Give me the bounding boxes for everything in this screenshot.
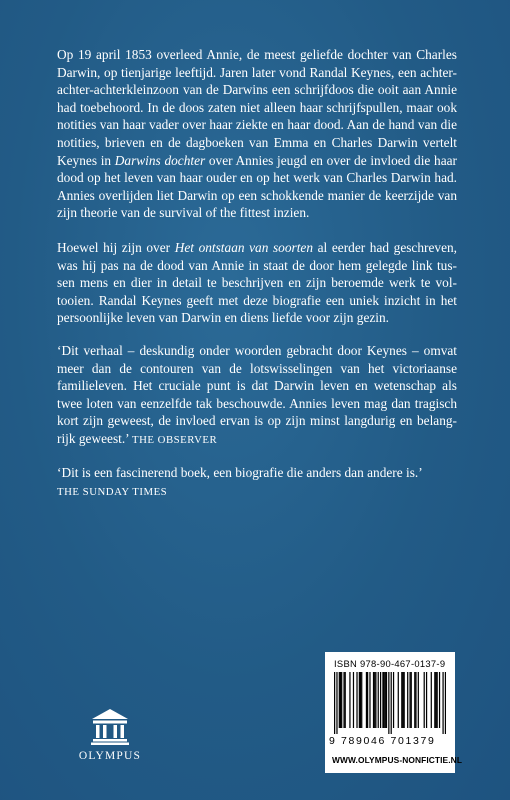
barcode-bar <box>388 672 389 734</box>
barcode-bar <box>366 672 367 728</box>
barcode-bar <box>339 672 340 728</box>
barcode-panel <box>325 652 463 773</box>
barcode-bar <box>345 672 346 728</box>
barcode-bar <box>384 672 385 728</box>
barcode-bar <box>360 672 361 728</box>
barcode-bar <box>341 672 342 728</box>
barcode-bar <box>415 672 416 728</box>
isbn-label: ISBN 978-90-467-0137-9 <box>334 658 446 669</box>
barcode-bar <box>386 672 387 728</box>
barcode-bar <box>391 672 392 734</box>
barcode-bar <box>424 672 425 728</box>
publisher-name: OLYMPUS <box>78 750 142 762</box>
barcode-bar <box>385 672 386 728</box>
blurb-paragraph-2 <box>57 239 457 327</box>
barcode-bar <box>353 672 354 728</box>
temple-icon <box>90 708 130 746</box>
barcode-bar <box>434 672 435 728</box>
barcode-bar <box>382 672 383 728</box>
barcode-icon <box>334 672 446 734</box>
barcode-bar <box>380 672 381 728</box>
blurb-text: over Annies jeugd en over de invloed die haar dood op het leven van haar ouder en op het werk van Charles Darwin had. Annies overlijden liet Darwin op een schokkende manier de keerzijde van zijn theorie van de survival of the fittest inzien. <box>57 152 457 221</box>
barcode-bar <box>343 672 344 728</box>
barcode-bar <box>375 672 376 728</box>
book-title-italic: Darwins dochter <box>114 152 206 168</box>
barcode-bar <box>404 672 405 728</box>
barcode-bar <box>361 672 362 728</box>
barcode-bar <box>435 672 436 728</box>
publisher-website: WWW.OLYMPUS-NONFICTIE.NL <box>332 755 463 765</box>
blurb-text: Hoewel hij zijn over <box>57 240 175 255</box>
barcode-bar <box>409 672 410 728</box>
review-quote-1 <box>57 342 457 450</box>
barcode-bar <box>426 672 427 728</box>
ean-digits: 9 789046 701379 <box>329 735 436 747</box>
barcode-bar <box>356 672 357 728</box>
barcode-bar <box>367 672 368 728</box>
barcode-bar <box>349 672 350 728</box>
barcode-bar <box>336 672 337 734</box>
book-title-italic: Het ontstaan van soorten <box>174 240 314 255</box>
barcode-bar <box>437 672 438 728</box>
barcode-bar <box>359 672 360 728</box>
quote-text: ‘Dit verhaal – deskundig onder woorden gebracht door Keynes – omvat meer dan de contouren van de lotswisselingen van het victoriaanse familieleven. Het cruciale punt is dat Darwin leven en wetenschap als twee loten van eenzelfde tak beschouwde. Annies leven mag dan tragisch kort zijn geweest, de invloed ervan is op zijn minst langdurig en belang-rijk geweest.’ <box>57 343 457 446</box>
publisher-logo <box>70 708 150 762</box>
barcode-bar <box>393 672 394 728</box>
barcode-bar <box>374 672 375 728</box>
barcode-bar <box>418 672 419 728</box>
quote-source: THE OBSERVER <box>131 433 218 446</box>
review-quote-2 <box>57 464 457 501</box>
blurb-paragraph-1 <box>57 46 457 222</box>
barcode-bar <box>439 672 440 728</box>
barcode-bar <box>334 672 335 734</box>
barcode-bar <box>369 672 370 728</box>
barcode-bar <box>445 672 446 734</box>
quote-source: THE SUNDAY TIMES <box>57 485 168 498</box>
barcode-bar <box>442 672 443 734</box>
barcode-bar <box>373 672 374 728</box>
barcode-bar <box>398 672 399 728</box>
barcode-bar <box>402 672 403 728</box>
barcode-bar <box>411 672 412 728</box>
barcode-bar <box>340 672 341 728</box>
blurb-text: Op 19 april 1853 overleed Annie, de meest geliefde dochter van Charles Darwin, op tienjarige leeftijd. Jaren later vond Randal Keynes, een achter-achter-achterkleinzoon van de Darwins een schrijfdoos die ooit aan Annie had toebehoord. In de doos zaten niet alleen haar schrijfspullen, maar ook notities van haar vader over haar ziekte en haar dood. Aan de hand van die notities, brieven en de dagboeken van Emma en Charles Darwin vertelt Keynes in <box>57 47 457 168</box>
barcode-bar <box>414 672 415 728</box>
barcode-bar <box>407 672 408 728</box>
barcode-bar <box>401 672 402 728</box>
barcode-bar <box>431 672 432 728</box>
barcode-bar <box>378 672 379 728</box>
blurb-text: al eerder had geschreven, was hij pas na de dood van Annie in staat de door hem gelegde link tus-sen mens en dier in detail te beschrijven en zijn beroemde werk te vol-tooien. Randal Keynes geeft met deze biografie een uniek inzicht in het persoonlijke leven van Darwin en diens liefde voor zijn gezin. <box>57 240 457 326</box>
quote-text: ‘Dit is een fascinerend boek, een biografie die anders dan andere is.’ <box>57 465 423 480</box>
